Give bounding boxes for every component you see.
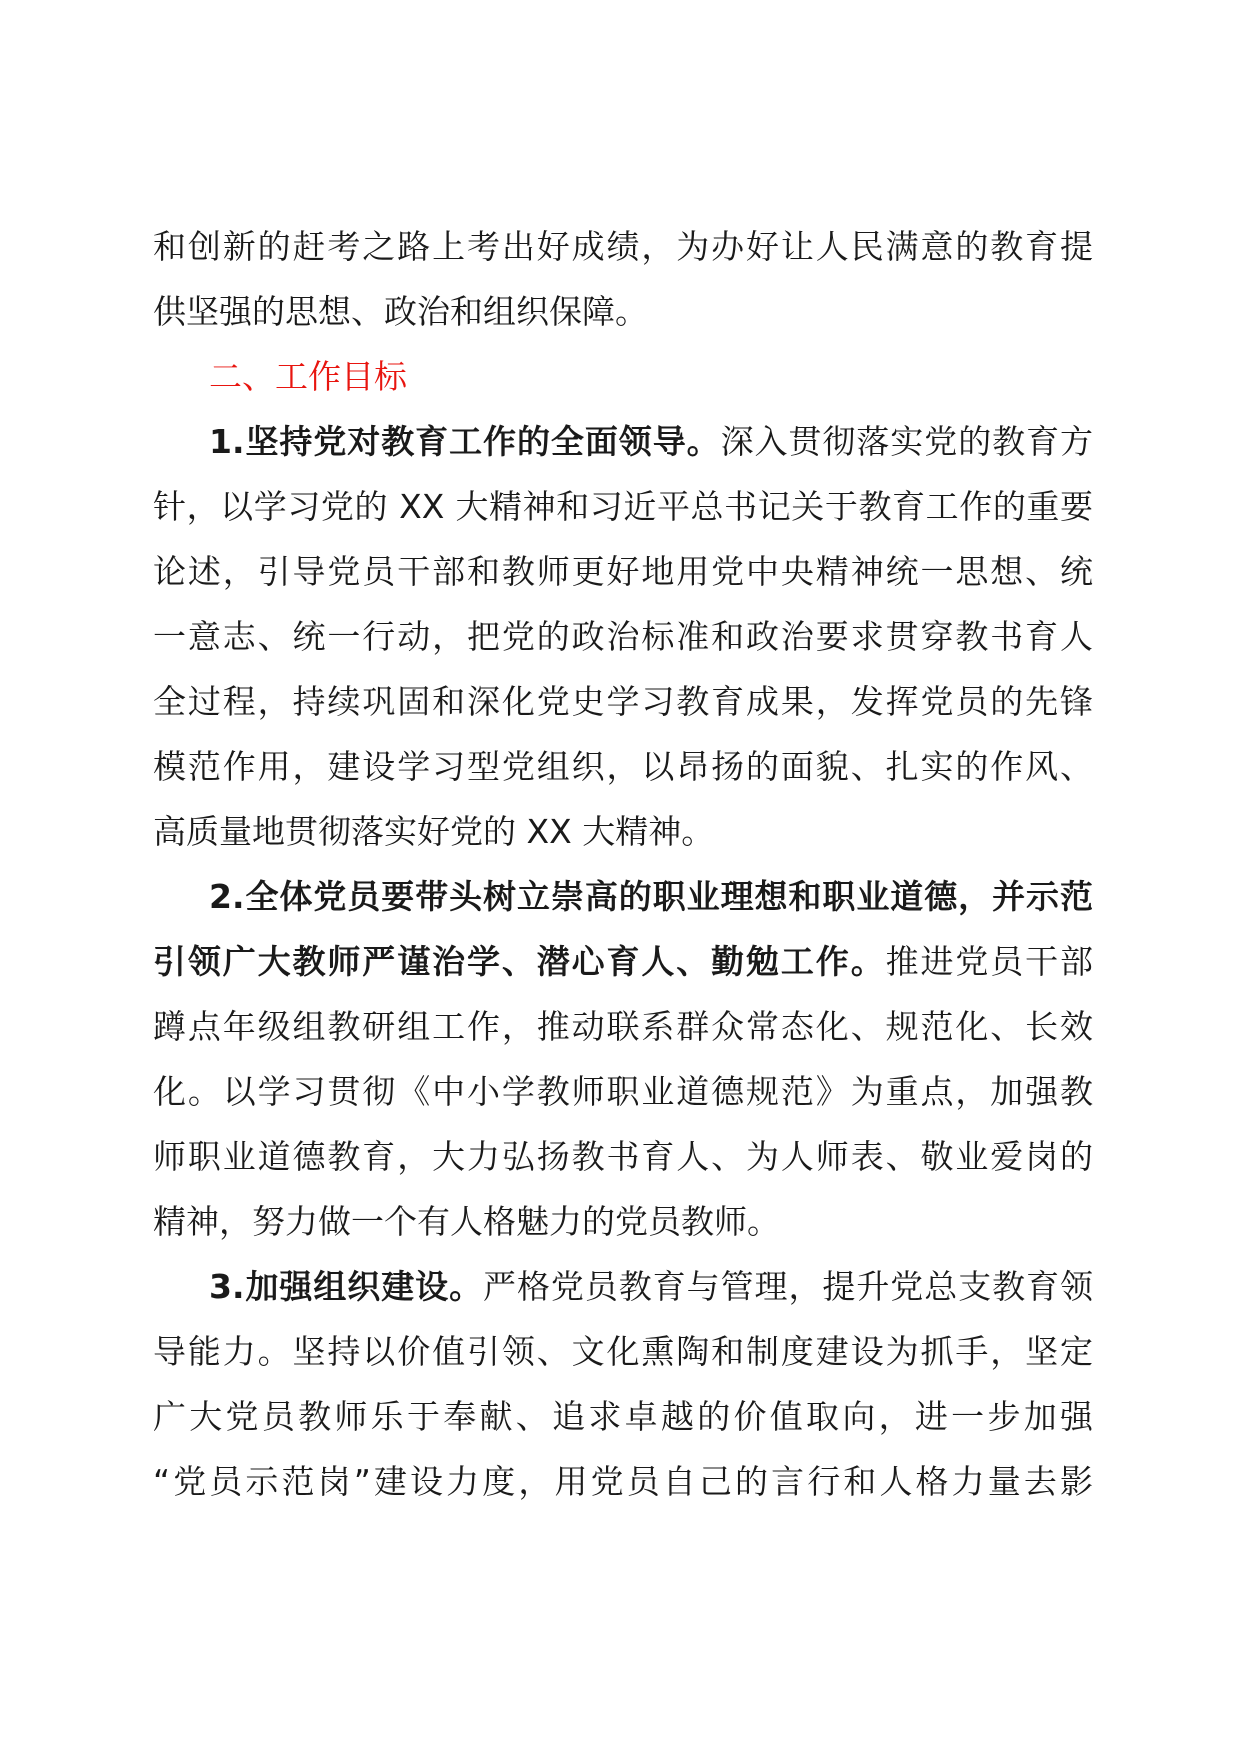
goal1-line-2: 针，以学习党的 XX 大精神和习近平总书记关于教育工作的重要 [153,487,1093,526]
intro-line-1: 和创新的赶考之路上考出好成绩，为办好让人民满意的教育提 [153,227,1093,266]
goal2-line-4: 化。以学习贯彻《中小学教师职业道德规范》为重点，加强教 [153,1072,1093,1111]
goal3-text-start: 严格党员教育与管理，提升党总支教育领 [483,1267,1094,1306]
goal1-title: 1.坚持党对教育工作的全面领导。 [209,422,721,461]
goal3-line-4: “党员示范岗”建设力度，用党员自己的言行和人格力量去影 [153,1462,1093,1501]
goal2-line-5: 师职业道德教育，大力弘扬教书育人、为人师表、敬业爱岗的 [153,1137,1093,1176]
goal1-line-6: 模范作用，建设学习型党组织，以昂扬的面貌、扎实的作风、 [153,747,1093,786]
goal1-line-4: 一意志、统一行动，把党的政治标准和政治要求贯穿教书育人 [153,617,1093,656]
goal1-line-3: 论述，引导党员干部和教师更好地用党中央精神统一思想、统 [153,552,1093,591]
document-page [153,214,1093,1514]
goal3-line-1 [153,1254,1093,1319]
goal2-text-start: 推进党员干部 [885,942,1094,981]
goal1-text-start: 深入贯彻落实党的教育方 [720,422,1094,461]
goal2-line-2 [153,929,1093,994]
section-heading: 二、工作目标 [209,357,407,396]
intro-line-2: 供坚强的思想、政治和组织保障。 [153,292,648,331]
goal1-line-1 [153,409,1093,474]
goal2-title-end: 引领广大教师严谨治学、潜心育人、勤勉工作。 [153,942,886,981]
goal1-line-7: 高质量地贯彻落实好党的 XX 大精神。 [153,812,715,851]
goal3-line-3: 广大党员教师乐于奉献、追求卓越的价值取向，进一步加强 [153,1397,1093,1436]
goal3-line-2: 导能力。坚持以价值引领、文化熏陶和制度建设为抓手，坚定 [153,1332,1093,1371]
goal1-line-5: 全过程，持续巩固和深化党史学习教育成果，发挥党员的先锋 [153,682,1093,721]
goal2-line-6: 精神，努力做一个有人格魅力的党员教师。 [153,1202,780,1241]
goal3-title: 3.加强组织建设。 [209,1267,484,1306]
goal2-line-1: 2.全体党员要带头树立崇高的职业理想和职业道德，并示范 [209,877,1093,916]
goal2-line-3: 蹲点年级组教研组工作，推动联系群众常态化、规范化、长效 [153,1007,1093,1046]
